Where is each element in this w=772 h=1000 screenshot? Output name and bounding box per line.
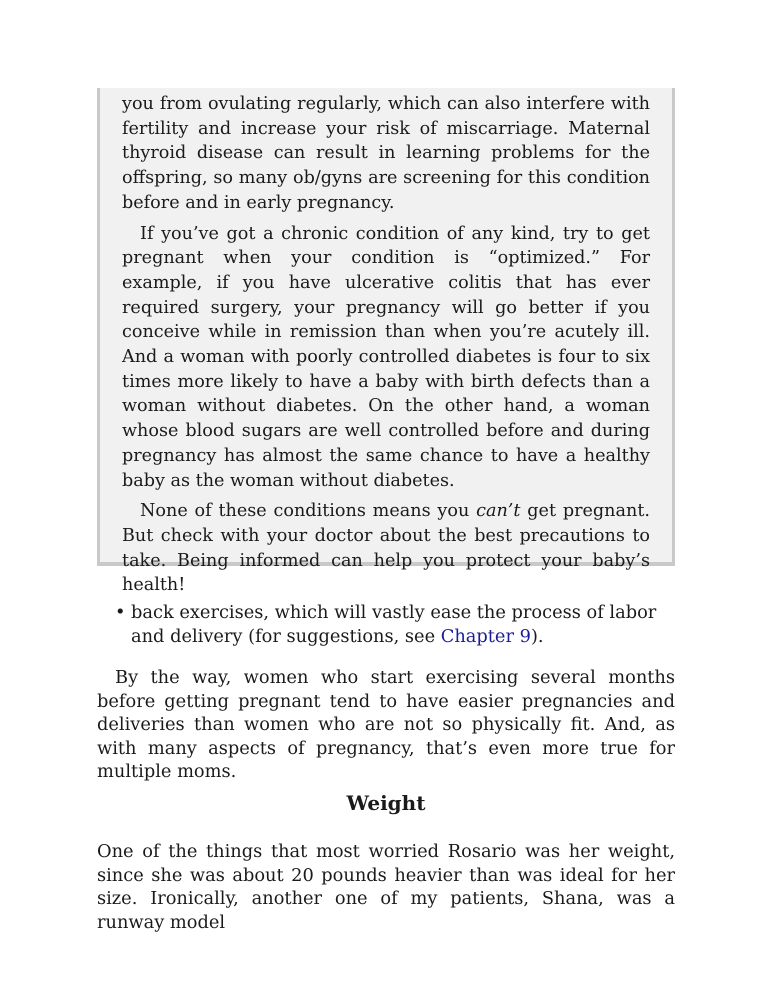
- bullet-text-end: ).: [530, 625, 544, 647]
- sidebar-paragraph-1: you from ovulating regularly, which can also interfere with fertility and increase your risk of miscarriage. Maternal thyroid disease can result in learning problems for the offspring, so many ob/gyns are screening for this condition before and in early pregnancy.: [122, 94, 650, 213]
- list-item: [97, 601, 675, 648]
- body-paragraph-exercise: By the way, women who start exercising several months before getting pregnant tend to have easier pregnancies and deliveries than women who are not so physically fit. And, as with many aspects of pregnancy, that’s even more true for multiple moms.: [97, 667, 675, 782]
- bullet-marker: •: [115, 602, 126, 623]
- bullet-text-start: back exercises, which will vastly ease the process of labor and delivery (for suggestions, see: [131, 602, 657, 647]
- sidebar-paragraph-3-start: None of these conditions means you: [140, 501, 477, 522]
- sidebar-paragraph-3: [122, 499, 650, 598]
- emphasis-cant: can’t: [476, 501, 521, 522]
- body-paragraph-weight: One of the things that most worried Rosario was her weight, since she was about 20 pounds heavier than was ideal for her size. Ironically, another one of my patients, Shana, was a runway model: [97, 841, 675, 933]
- bullet-list: [97, 601, 675, 648]
- section-heading-weight: Weight: [346, 791, 426, 815]
- sidebar-box: [97, 88, 675, 596]
- sidebar-paragraph-2: If you’ve got a chronic condition of any kind, try to get pregnant when your condition is “optimized.” For example, if you have ulcerative colitis that has ever required surgery, your pregnancy will go better if you conceive while in remission than when you’re acutely ill. And a woman with poorly controlled diabetes is four to six times more likely to have a baby with birth defects than a woman without diabetes. On the other hand, a woman whose blood sugars are well controlled before and during pregnancy has almost the same chance to have a healthy baby as the woman without diabetes.: [122, 223, 650, 491]
- sidebar-paragraph-3-end: get pregnant. But check with your doctor about the best precautions to take. Being informed can help you protect your baby’s health!: [122, 501, 650, 596]
- chapter-9-link[interactable]: Chapter 9: [440, 625, 531, 647]
